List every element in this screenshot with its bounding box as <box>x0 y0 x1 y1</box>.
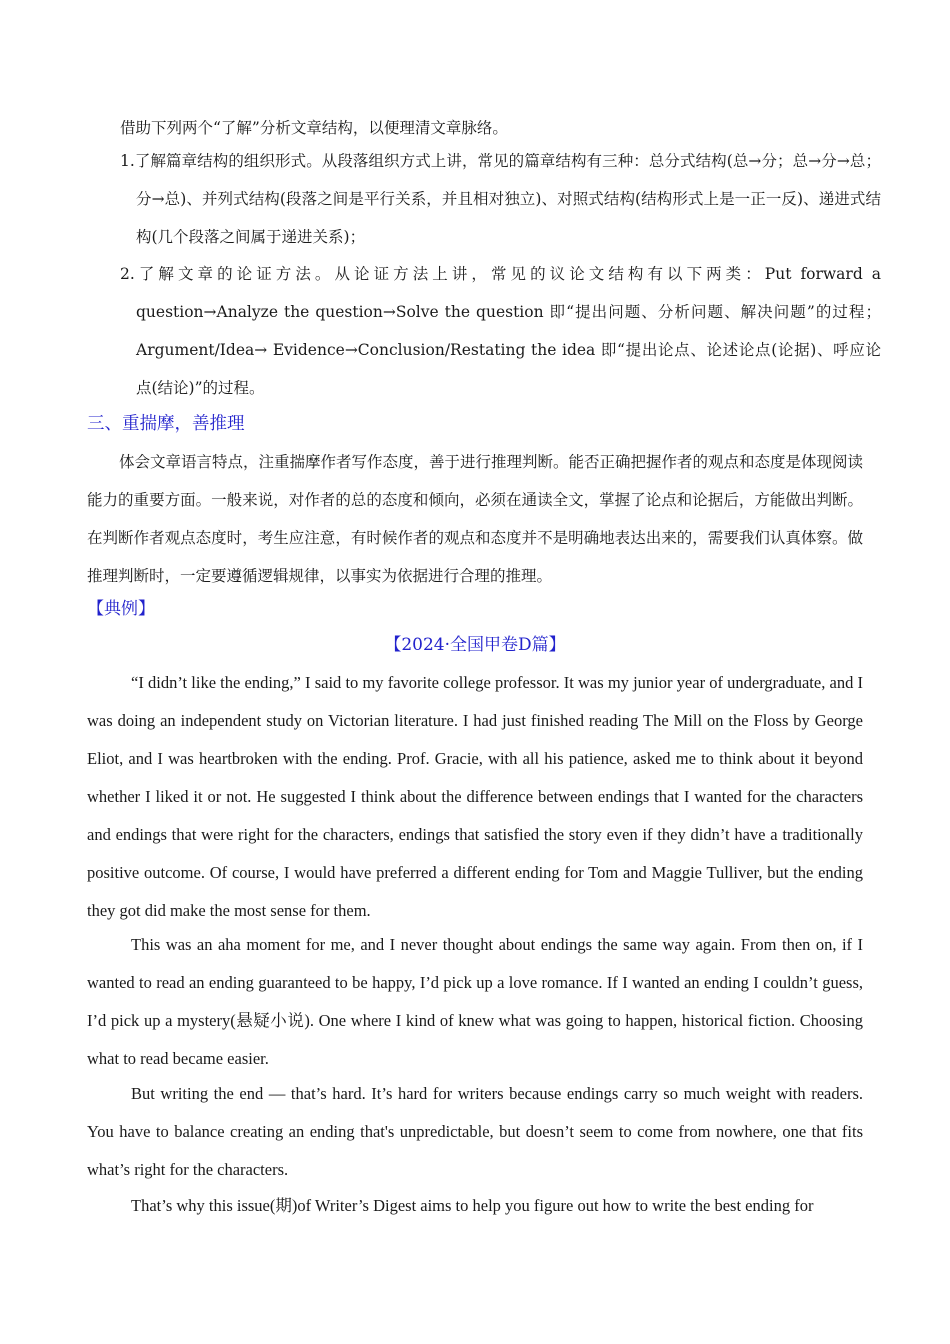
list-item-structure: 1.了解篇章结构的组织形式。从段落组织方式上讲，常见的篇章结构有三种：总分式结构(总→分；总→分→总；分→总)、并列式结构(段落之间是平行关系，并且相对独立)、对照式结构(结构形式上是一正一反)、递进式结构(几个段落之间属于递进关系)； <box>120 152 881 246</box>
example-label: 【典例】 <box>87 599 155 619</box>
list-item-argument: 2.了解文章的论证方法。从论证方法上讲，常见的议论文结构有以下两类：Put forward a question→Analyze the question→Solve the question 即“提出问题、分析问题、解决问题”的过程；Argument/Idea→ Evidence→Conclusion/Restating the idea 即“提出论点、论述论点(论据)、呼应论点(结论)”的过程。 <box>120 265 881 397</box>
section-paragraph: 体会文章语言特点，注重揣摩作者写作态度，善于进行推理判断。能否正确把握作者的观点和态度是体现阅读能力的重要方面。一般来说，对作者的总的态度和倾向，必须在通读全文，掌握了论点和论据后，方能做出判断。在判断作者观点态度时，考生应注意，有时候作者的观点和态度并不是明确地表达出来的，需要我们认真体察。做推理判断时，一定要遵循逻辑规律，以事实为依据进行合理的推理。 <box>87 453 864 585</box>
passage-paragraph-2: This was an aha moment for me, and I never thought about endings the same way again. From then on, if I wanted to read an ending guaranteed to be happy, I’d pick up a love romance. If I wanted an ending I couldn’t guess, I’d pick up a mystery(悬疑小说). One where I kind of knew what was going to happen, historical fiction. Choosing what to read became easier. <box>87 935 863 1068</box>
example-title: 【2024·全国甲卷D篇】 <box>384 635 566 655</box>
passage-paragraph-3: But writing the end — that’s hard. It’s hard for writers because endings carry so much weight with readers. You have to balance creating an ending that's unpredictable, but doesn’t seem to come from nowhere, one that fits what’s right for the characters. <box>87 1084 863 1179</box>
passage-paragraph-4: That’s why this issue(期)of Writer’s Digest aims to help you figure out how to write the best ending for <box>131 1196 814 1215</box>
passage-paragraph-1: “I didn’t like the ending,” I said to my favorite college professor. It was my junior year of undergraduate, and I was doing an independent study on Victorian literature. I had just finished reading The Mill on the Floss by George Eliot, and I was heartbroken with the ending. Prof. Gracie, with all his patience, asked me to think about it beyond whether I liked it or not. He suggested I think about the difference between endings that I wanted for the characters and endings that were right for the characters, endings that satisfied the story even if they didn’t have a traditionally positive outcome. Of course, I would have preferred a different ending for Tom and Maggie Tulliver, but the ending they got did make the most sense for them. <box>87 673 863 920</box>
section-heading: 三、重揣摩，善推理 <box>87 414 245 434</box>
intro-text: 借助下列两个“了解”分析文章结构，以便理清文章脉络。 <box>120 119 508 137</box>
